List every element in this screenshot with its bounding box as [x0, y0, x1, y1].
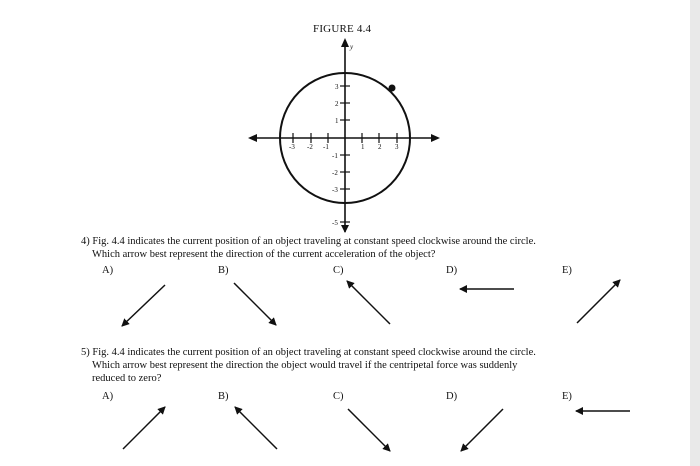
question-5-line-2: Which arrow best represent the direction the object would travel if the centripetal force was suddenly: [92, 360, 518, 371]
y-tick-label: 1: [335, 117, 339, 125]
question-5-line-1: 5) Fig. 4.4 indicates the current position of an object traveling at constant speed clockwise around the circle.: [81, 347, 536, 358]
y-tick-label: -3: [332, 186, 338, 194]
q4-option-b-label[interactable]: B): [218, 265, 229, 276]
y-tick-label: -5: [332, 219, 338, 227]
q5-option-e-label[interactable]: E): [562, 391, 572, 402]
y-tick-label: -1: [332, 152, 338, 160]
q4-option-a-label[interactable]: A): [102, 265, 114, 276]
q4-option-e-label[interactable]: E): [562, 265, 572, 276]
x-tick-label: 1: [361, 143, 365, 151]
y-tick-label: 2: [335, 100, 339, 108]
q4-option-c-label[interactable]: C): [333, 265, 344, 276]
q5-option-b-arrow-up-left-icon[interactable]: [235, 407, 277, 449]
q5-option-a-label[interactable]: A): [102, 391, 114, 402]
q4-option-b-arrow-down-right-icon[interactable]: [234, 283, 276, 325]
q5-option-d-label[interactable]: D): [446, 391, 458, 402]
question-5-line-3: reduced to zero?: [92, 373, 162, 384]
x-tick-label: -3: [289, 143, 295, 151]
y-axis-label: y: [350, 43, 354, 51]
y-tick-label: 3: [335, 83, 339, 91]
q5-option-b-label[interactable]: B): [218, 391, 229, 402]
question-4-line-2: Which arrow best represent the direction of the current acceleration of the object?: [92, 249, 436, 260]
q5-option-d-arrow-down-left-icon[interactable]: [461, 409, 503, 451]
q4-option-c-arrow-up-left-icon[interactable]: [347, 281, 390, 324]
figure-title: FIGURE 4.4: [313, 23, 372, 35]
q5-option-c-label[interactable]: C): [333, 391, 344, 402]
q5-option-c-arrow-down-right-icon[interactable]: [348, 409, 390, 451]
question-4-line-1: 4) Fig. 4.4 indicates the current position of an object traveling at constant speed clockwise around the circle.: [81, 236, 536, 247]
x-tick-label: 2: [378, 143, 382, 151]
x-tick-label: -2: [307, 143, 313, 151]
q4-option-e-arrow-up-right-icon[interactable]: [577, 280, 620, 323]
q4-option-a-arrow-down-left-icon[interactable]: [122, 285, 165, 326]
x-tick-label: -1: [323, 143, 329, 151]
q5-option-a-arrow-up-right-icon[interactable]: [123, 407, 165, 449]
x-tick-label: 3: [395, 143, 399, 151]
q4-option-d-label[interactable]: D): [446, 265, 458, 276]
y-tick-label: -2: [332, 169, 338, 177]
